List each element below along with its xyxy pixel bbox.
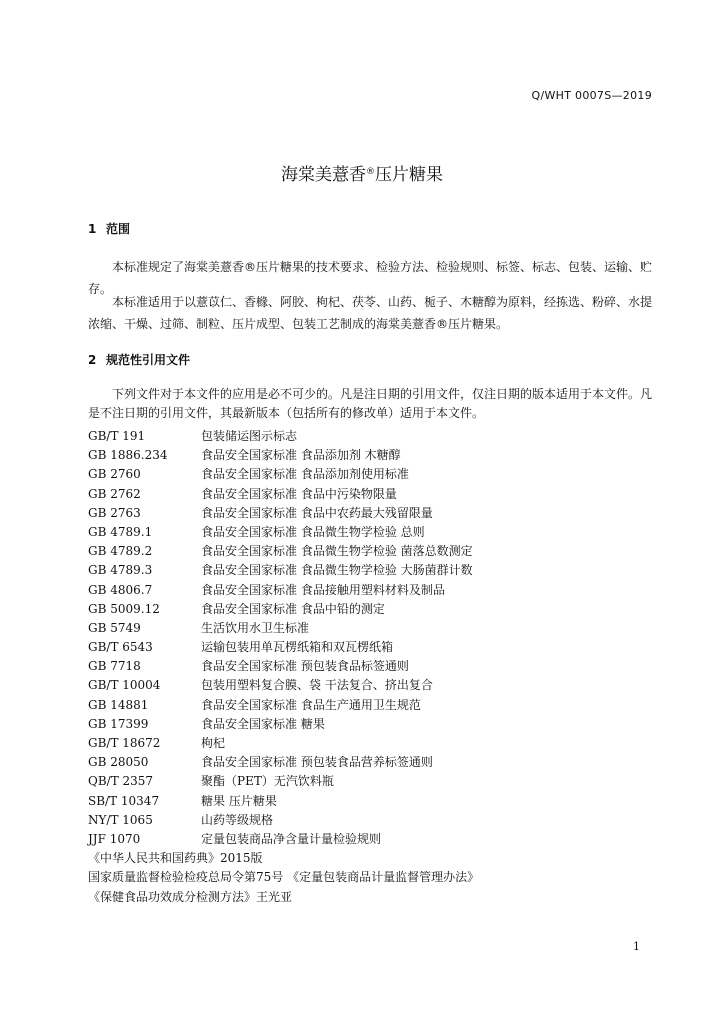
reference-row: [88, 485, 479, 504]
reference-row: [88, 504, 479, 523]
extra-reference: 《保健食品功效成分检测方法》王光亚: [88, 889, 293, 904]
scope-paragraph-2: 本标准适用于以薏苡仁、香橼、阿胶、枸杞、茯苓、山药、栀子、木糖醇为原料，经拣选、粉碎、水提浓缩、干燥、过筛、制粒、压片成型、包装工艺制成的海棠美薏香®压片糖果。: [88, 295, 653, 331]
reference-row: [88, 715, 479, 734]
reference-title: 食品安全国家标准 食品生产通用卫生规范: [201, 697, 421, 712]
reference-code: GB 28050: [88, 755, 149, 770]
section-number: 2: [88, 353, 97, 367]
reference-row: [88, 676, 479, 695]
reference-row: [88, 638, 479, 657]
reference-title: 食品安全国家标准 食品接触用塑料材料及制品: [201, 582, 445, 597]
reference-code: GB 2763: [88, 505, 141, 520]
reference-code: GB 2762: [88, 486, 141, 501]
section-label: 范围: [106, 222, 131, 236]
reference-row: [88, 792, 479, 811]
scope-paragraph-1: 本标准规定了海棠美薏香®压片糖果的技术要求、检验方法、检验规则、标签、标志、包装、运输、贮存。: [88, 260, 653, 296]
extra-reference: 国家质量监督检验检疫总局令第75号 《定量包装商品计量监督管理办法》: [88, 870, 480, 885]
reference-title: 生活饮用水卫生标准: [201, 620, 310, 635]
normative-intro: 下列文件对于本文件的应用是必不可少的。凡是注日期的引用文件，仅注日期的版本适用于本文件。凡是不注日期的引用文件，其最新版本（包括所有的修改单）适用于本文件。: [88, 387, 653, 420]
reference-row: [88, 465, 479, 484]
reference-title: 运输包装用单瓦楞纸箱和双瓦楞纸箱: [201, 640, 394, 655]
reference-row: [88, 542, 479, 561]
reference-title: 食品安全国家标准 食品添加剂 木糖醇: [201, 448, 401, 463]
reference-row: [88, 734, 479, 753]
reference-title: 聚酯（PET）无汽饮料瓶: [201, 774, 334, 789]
reference-row: [88, 600, 479, 619]
title-main: 海棠美薏香: [281, 165, 366, 185]
extra-reference: 《中华人民共和国药典》2015版: [88, 851, 263, 866]
reference-code: GB 4806.7: [88, 582, 153, 597]
reference-code: GB/T 18672: [88, 736, 161, 750]
reference-title: 食品安全国家标准 食品中污染物限量: [201, 486, 397, 501]
reference-title: 食品安全国家标准 预包装食品营养标签通则: [201, 755, 433, 770]
reference-code: GB 1886.234: [88, 448, 168, 463]
reference-title: 包装储运图示标志: [201, 429, 298, 443]
reference-title: 食品安全国家标准 预包装食品标签通则: [201, 659, 409, 674]
reference-row: [88, 581, 479, 600]
title-suffix: 压片糖果: [375, 165, 443, 185]
reference-row: [88, 427, 479, 446]
reference-code: QB/T 2357: [88, 774, 154, 789]
document-title: [0, 160, 724, 185]
section-heading-normative: [88, 351, 190, 368]
reference-code: GB 4789.2: [88, 544, 153, 559]
reference-row: [88, 523, 479, 542]
reference-title: 食品安全国家标准 食品中农药最大残留限量: [201, 505, 433, 520]
reference-title: 枸杞: [201, 736, 226, 750]
reference-title: 食品安全国家标准 食品添加剂使用标准: [201, 467, 409, 482]
reference-row: [88, 619, 479, 638]
reference-title: 食品安全国家标准 食品微生物学检验 菌落总数测定: [201, 544, 473, 559]
reference-code: GB 5749: [88, 620, 141, 635]
reference-code: JJF 1070: [88, 831, 141, 846]
reference-title: 定量包装商品净含量计量检验规则: [201, 831, 382, 846]
reference-row: [88, 830, 479, 849]
reference-title: 食品安全国家标准 糖果: [201, 716, 325, 731]
reference-title: 包装用塑料复合膜、袋 干法复合、挤出复合: [201, 678, 433, 693]
reference-code: NY/T 1065: [88, 812, 153, 827]
reference-list: [88, 427, 479, 907]
reference-code: GB/T 6543: [88, 640, 153, 655]
reference-code: GB 2760: [88, 467, 141, 482]
reference-row: [88, 753, 479, 772]
reference-title: 糖果 压片糖果: [201, 793, 277, 808]
reference-code: GB/T 10004: [88, 678, 161, 693]
standard-code: Q/WHT 0007S—2019: [531, 89, 652, 102]
reference-code: GB 7718: [88, 659, 141, 674]
reference-row: [88, 446, 479, 465]
reference-code: GB 4789.1: [88, 524, 153, 539]
page-number: 1: [633, 940, 640, 953]
reference-title: 食品安全国家标准 食品微生物学检验 总则: [201, 524, 425, 539]
reference-row: [88, 772, 479, 791]
reference-code: GB 5009.12: [88, 601, 160, 616]
reference-title: 食品安全国家标准 食品微生物学检验 大肠菌群计数: [201, 563, 473, 578]
reference-title: 山药等级规格: [201, 812, 274, 827]
section-heading-scope: [88, 220, 130, 237]
reference-code: GB 17399: [88, 716, 149, 731]
reference-row: [88, 561, 479, 580]
section-number: 1: [88, 222, 97, 236]
reference-row: [88, 657, 479, 676]
reference-code: GB/T 191: [88, 429, 146, 443]
registered-mark: ®: [366, 167, 375, 177]
reference-code: GB 14881: [88, 697, 149, 712]
reference-row: [88, 811, 479, 830]
reference-code: GB 4789.3: [88, 563, 153, 578]
section-label: 规范性引用文件: [106, 353, 191, 367]
reference-code: SB/T 10347: [88, 793, 160, 808]
reference-row: [88, 696, 479, 715]
reference-title: 食品安全国家标准 食品中铅的测定: [201, 601, 385, 616]
